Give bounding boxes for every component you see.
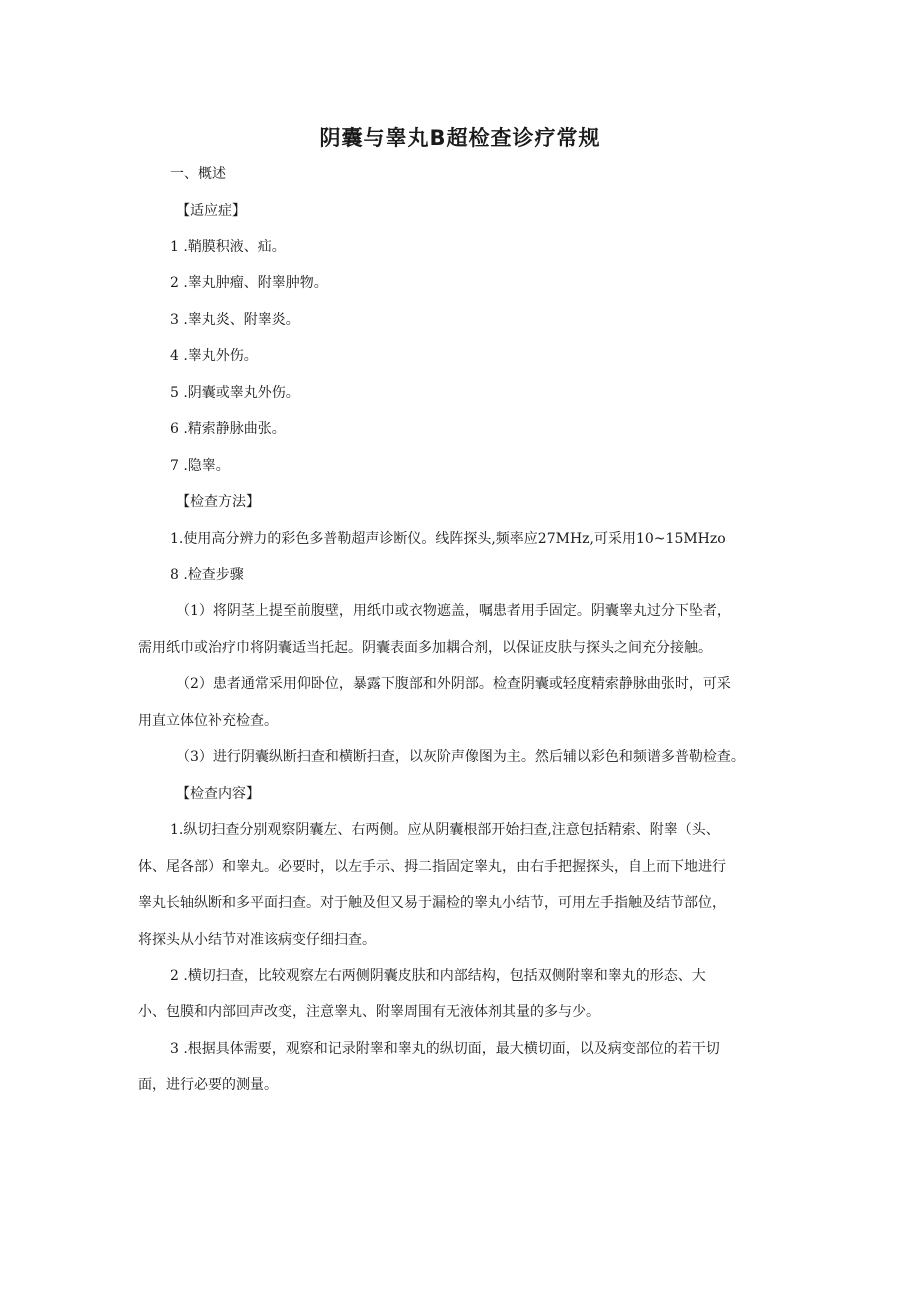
step-1-line-1: （1）将阴茎上提至前腹壁，用纸巾或衣物遮盖，嘱患者用手固定。阴囊睾丸过分下坠者，	[176, 603, 731, 619]
method-heading: 【检查方法】	[176, 494, 260, 510]
indication-item: 4 .睾丸外伤。	[170, 348, 258, 364]
indications-heading: 【适应症】	[176, 203, 246, 219]
content-item-2-line-2: 小、包膜和内部回声改变，注意睾丸、附睾周围有无液体剂其量的多与少。	[138, 1004, 600, 1020]
indication-item: 5 .阴囊或睾丸外伤。	[170, 385, 300, 401]
content-item-3-line-1: 3 .根据具体需要，观察和记录附睾和睾丸的纵切面，最大横切面，以及病变部位的若干切	[170, 1041, 720, 1057]
method-item-8: 8 .检查步骤	[170, 567, 244, 583]
content-item-3-line-2: 面，进行必要的测量。	[138, 1077, 278, 1093]
indication-item: 6 .精索静脉曲张。	[170, 421, 286, 437]
content-item-1-line-1: 1.纵切扫查分别观察阴囊左、右两侧。应从阴囊根部开始扫查,注意包括精索、附睾（头、	[170, 822, 720, 838]
content-item-1-line-3: 睾丸长轴纵断和多平面扫查。对于触及但又易于漏检的睾丸小结节，可用左手指触及结节部位，	[138, 895, 726, 911]
step-2-line-2: 用直立体位补充检查。	[138, 713, 278, 729]
document-title: 阴囊与睾丸B超检查诊疗常规	[319, 126, 601, 150]
step-2-line-1: （2）患者通常采用仰卧位，暴露下腹部和外阴部。检查阴囊或轻度精索静脉曲张时，可采	[176, 676, 731, 692]
indication-item: 2 .睾丸肿瘤、附睾肿物。	[170, 275, 328, 291]
content-item-1-line-4: 将探头从小结节对准该病变仔细扫查。	[138, 932, 376, 948]
section-heading-overview: 一、概述	[170, 166, 226, 182]
step-1-line-2: 需用纸巾或治疗巾将阴囊适当托起。阴囊表面多加耦合剂，以保证皮肤与探头之间充分接触。	[138, 640, 712, 656]
content-item-2-line-1: 2 .横切扫查，比较观察左右两侧阴囊皮肤和内部结构，包括双侧附睾和睾丸的形态、大	[170, 968, 706, 984]
step-3-line-1: （3）进行阴囊纵断扫查和横断扫查，以灰阶声像图为主。然后辅以彩色和频谱多普勒检查。	[176, 749, 745, 765]
indication-item: 3 .睾丸炎、附睾炎。	[170, 312, 300, 328]
content-heading: 【检查内容】	[176, 786, 260, 802]
method-item-1: 1.使用高分辨力的彩色多普勒超声诊断仪。线阵探头,频率应27MHz,可采用10~15MHzo	[170, 531, 726, 547]
indication-item: 7 .隐睾。	[170, 458, 230, 474]
content-item-1-line-2: 体、尾各部）和睾丸。必要时，以左手示、拇二指固定睾丸，由右手把握探头，自上而下地进行	[138, 859, 726, 875]
indication-item: 1 .鞘膜积液、疝。	[170, 239, 286, 255]
